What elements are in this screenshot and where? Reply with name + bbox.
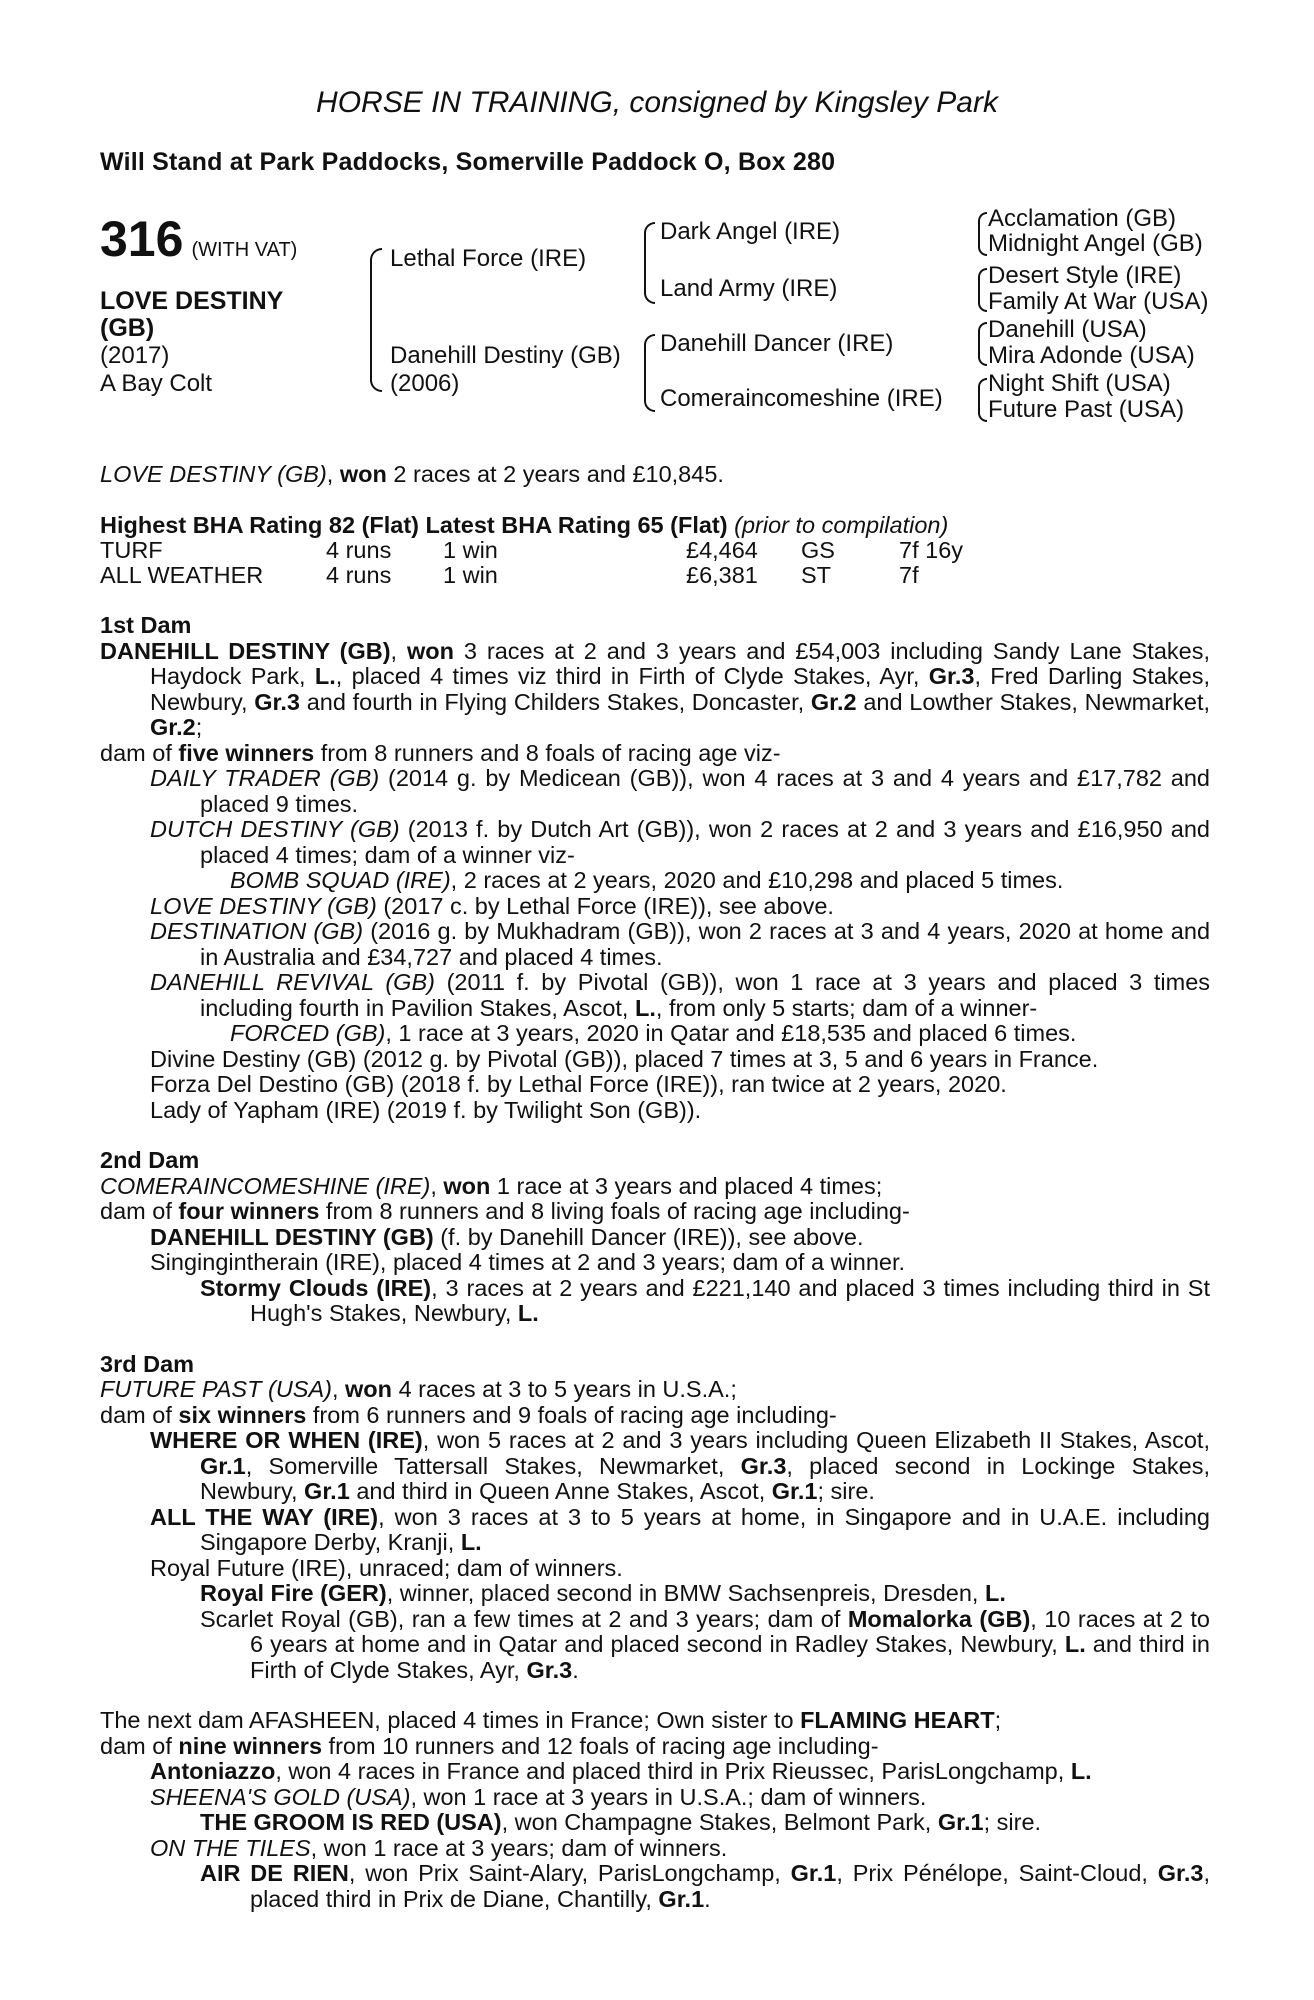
pedigree-g6: Mira Adonde (USA): [988, 342, 1195, 369]
list-item: AIR DE RIEN, won Prix Saint-Alary, ParisLongchamp, Gr.1, Prix Pénélope, Saint-Cloud, Gr.3, placed third in Prix de Diane, Chantilly, Gr.1.: [200, 1860, 1211, 1912]
list-item: ON THE TILES, won 1 race at 3 years; dam of winners.: [150, 1834, 728, 1861]
pedigree-dam: Danehill Destiny (GB): [390, 342, 621, 369]
table-row: ALL WEATHER 4 runs 1 win £6,381 ST 7f: [100, 562, 919, 588]
horse-year: (2017): [100, 342, 170, 369]
race-record-table: [100, 538, 963, 588]
first-dam-heading: 1st Dam: [100, 612, 192, 638]
pedigree-brace-g12: [978, 212, 987, 256]
list-item: Royal Fire (GER), winner, placed second in BMW Sachsenpreis, Dresden, L.: [200, 1580, 1006, 1606]
pedigree-g5: Danehill (USA): [988, 316, 1147, 343]
list-item: FORCED (GB), 1 race at 3 years, 2020 in Qatar and £18,535 and placed 6 times.: [230, 1020, 1077, 1046]
vat-note: (WITH VAT): [191, 239, 298, 261]
list-item: Scarlet Royal (GB), ran a few times at 2 and 3 years; dam of Momalorka (GB), 10 races at 2 to 6 years at home and in Qatar and placed second in Radley Stakes, Newbury, L. and third in Firth of Clyde Stakes, Ayr, Gr.3.: [200, 1605, 1210, 1683]
pedigree-brace-main: [370, 248, 382, 392]
list-item: Singingintherain (IRE), placed 4 times at 2 and 3 years; dam of a winner.: [150, 1249, 906, 1275]
list-item: DAILY TRADER (GB) (2014 g. by Medicean (GB)), won 4 races at 3 and 4 years and £17,782 and placed 9 times.: [150, 765, 1211, 817]
third-dam-produce: dam of six winners from 6 runners and 9 foals of racing age including-: [100, 1401, 837, 1428]
third-dam-heading: 3rd Dam: [100, 1350, 195, 1377]
pedigree-g4: Family At War (USA): [988, 288, 1209, 315]
bha-rating: Highest BHA Rating 82 (Flat) Latest BHA Rating 65 (Flat) (prior to compilation): [100, 511, 949, 538]
horse-name-line1: LOVE DESTINY: [100, 287, 284, 315]
pedigree-brace-g34: [978, 268, 987, 312]
pedigree-dam-sire: Danehill Dancer (IRE): [660, 330, 894, 357]
pedigree-brace-sire: [644, 222, 655, 304]
pedigree-g2: Midnight Angel (GB): [988, 230, 1203, 257]
list-item: LOVE DESTINY (GB) (2017 c. by Lethal Force (IRE)), see above.: [150, 892, 834, 919]
race-summary: LOVE DESTINY (GB), won 2 races at 2 years and £10,845.: [100, 461, 724, 487]
list-item: Stormy Clouds (IRE), 3 races at 2 years and £221,140 and placed 3 times including third in St Hugh's Stakes, Newbury, L.: [200, 1274, 1211, 1326]
pedigree-sire-dam: Land Army (IRE): [660, 275, 838, 302]
lot-number: [100, 210, 297, 268]
list-item: WHERE OR WHEN (IRE), won 5 races at 2 and 3 years including Queen Elizabeth II Stakes, Ascot, Gr.1, Somerville Tattersall Stakes, Newmarket, Gr.3, placed second in Lockinge Stakes, Newbury, Gr.1 and third in Queen Anne Stakes, Ascot, Gr.1; sire.: [150, 1427, 1211, 1504]
second-dam-heading: 2nd Dam: [100, 1147, 200, 1173]
list-item: SHEENA'S GOLD (USA), won 1 race at 3 years in U.S.A.; dam of winners.: [150, 1783, 927, 1810]
pedigree-brace-g56: [978, 322, 987, 366]
catalogue-body: [100, 462, 1210, 1912]
pedigree-g8: Future Past (USA): [988, 396, 1185, 423]
pedigree-sire: Lethal Force (IRE): [390, 245, 587, 272]
catalogue-title: HORSE IN TRAINING, consigned by Kingsley Park: [316, 86, 998, 119]
first-dam-produce: dam of five winners from 8 runners and 8 foals of racing age viz-: [100, 739, 781, 766]
list-item: BOMB SQUAD (IRE), 2 races at 2 years, 2020 and £10,298 and placed 5 times.: [230, 867, 1064, 893]
horse-description: A Bay Colt: [100, 370, 213, 397]
list-item: Antoniazzo, won 4 races in France and placed third in Prix Rieussec, ParisLongchamp, L.: [150, 1758, 1092, 1784]
stand-location: Will Stand at Park Paddocks, Somerville Paddock O, Box 280: [100, 148, 836, 176]
horse-name-line2: (GB): [100, 314, 155, 342]
list-item: DUTCH DESTINY (GB) (2013 f. by Dutch Art (GB)), won 2 races at 2 and 3 years and £16,950 and placed 4 times; dam of a winner viz-: [150, 816, 1210, 868]
list-item: DANEHILL REVIVAL (GB) (2011 f. by Pivotal (GB)), won 1 race at 3 years and placed 3 times including fourth in Pavilion Stakes, Ascot, L., from only 5 starts; dam of a winner-: [150, 969, 1211, 1021]
lot-number-value: 316: [100, 211, 184, 267]
list-item: Royal Future (IRE), unraced; dam of winners.: [150, 1554, 623, 1581]
list-item: Forza Del Destino (GB) (2018 f. by Lethal Force (IRE)), ran twice at 2 years, 2020.: [150, 1071, 1007, 1097]
horse-name: [100, 288, 283, 342]
table-row: TURF 4 runs 1 win £4,464 GS 7f 16y: [100, 537, 964, 563]
pedigree-brace-g78: [978, 378, 987, 422]
list-item: ALL THE WAY (IRE), won 3 races at 3 to 5 years at home, in Singapore and in U.A.E. including Singapore Derby, Kranji, L.: [150, 1503, 1210, 1555]
list-item: Divine Destiny (GB) (2012 g. by Pivotal (GB)), placed 7 times at 3, 5 and 6 years in France.: [150, 1045, 1099, 1072]
pedigree-g7: Night Shift (USA): [988, 370, 1171, 397]
pedigree-sire-sire: Dark Angel (IRE): [660, 218, 841, 245]
list-item: Lady of Yapham (IRE) (2019 f. by Twilight Son (GB)).: [150, 1096, 702, 1123]
second-dam-record: COMERAINCOMESHINE (IRE), won 1 race at 3 years and placed 4 times;: [100, 1172, 883, 1199]
second-dam-produce: dam of four winners from 8 runners and 8 living foals of racing age including-: [100, 1198, 910, 1224]
list-item: DESTINATION (GB) (2016 g. by Mukhadram (GB)), won 2 races at 3 and 4 years, 2020 at home and in Australia and £34,727 and placed 4 times.: [150, 918, 1211, 970]
next-dam-produce: dam of nine winners from 10 runners and 12 foals of racing age including-: [100, 1732, 879, 1759]
pedigree-dam-dam: Comeraincomeshine (IRE): [660, 385, 943, 412]
list-item: THE GROOM IS RED (USA), won Champagne Stakes, Belmont Park, Gr.1; sire.: [200, 1809, 1042, 1835]
pedigree-dam-year: (2006): [390, 370, 460, 397]
first-dam-record: DANEHILL DESTINY (GB), won 3 races at 2 and 3 years and £54,003 including Sandy Lane Stakes, Haydock Park, L., placed 4 times viz third in Firth of Clyde Stakes, Ayr, Gr.3, Fred Darling Stakes, Newbury, Gr.3 and fourth in Flying Childers Stakes, Doncaster, Gr.2 and Lowther Stakes, Newmarket, Gr.2;: [100, 637, 1211, 740]
pedigree-g1: Acclamation (GB): [988, 205, 1177, 232]
pedigree-g3: Desert Style (IRE): [988, 262, 1182, 289]
pedigree-brace-dam: [644, 334, 655, 412]
next-dam-record: The next dam AFASHEEN, placed 4 times in France; Own sister to FLAMING HEART;: [100, 1707, 1002, 1733]
list-item: DANEHILL DESTINY (GB) (f. by Danehill Dancer (IRE)), see above.: [150, 1223, 864, 1250]
third-dam-record: FUTURE PAST (USA), won 4 races at 3 to 5 years in U.S.A.;: [100, 1376, 737, 1402]
